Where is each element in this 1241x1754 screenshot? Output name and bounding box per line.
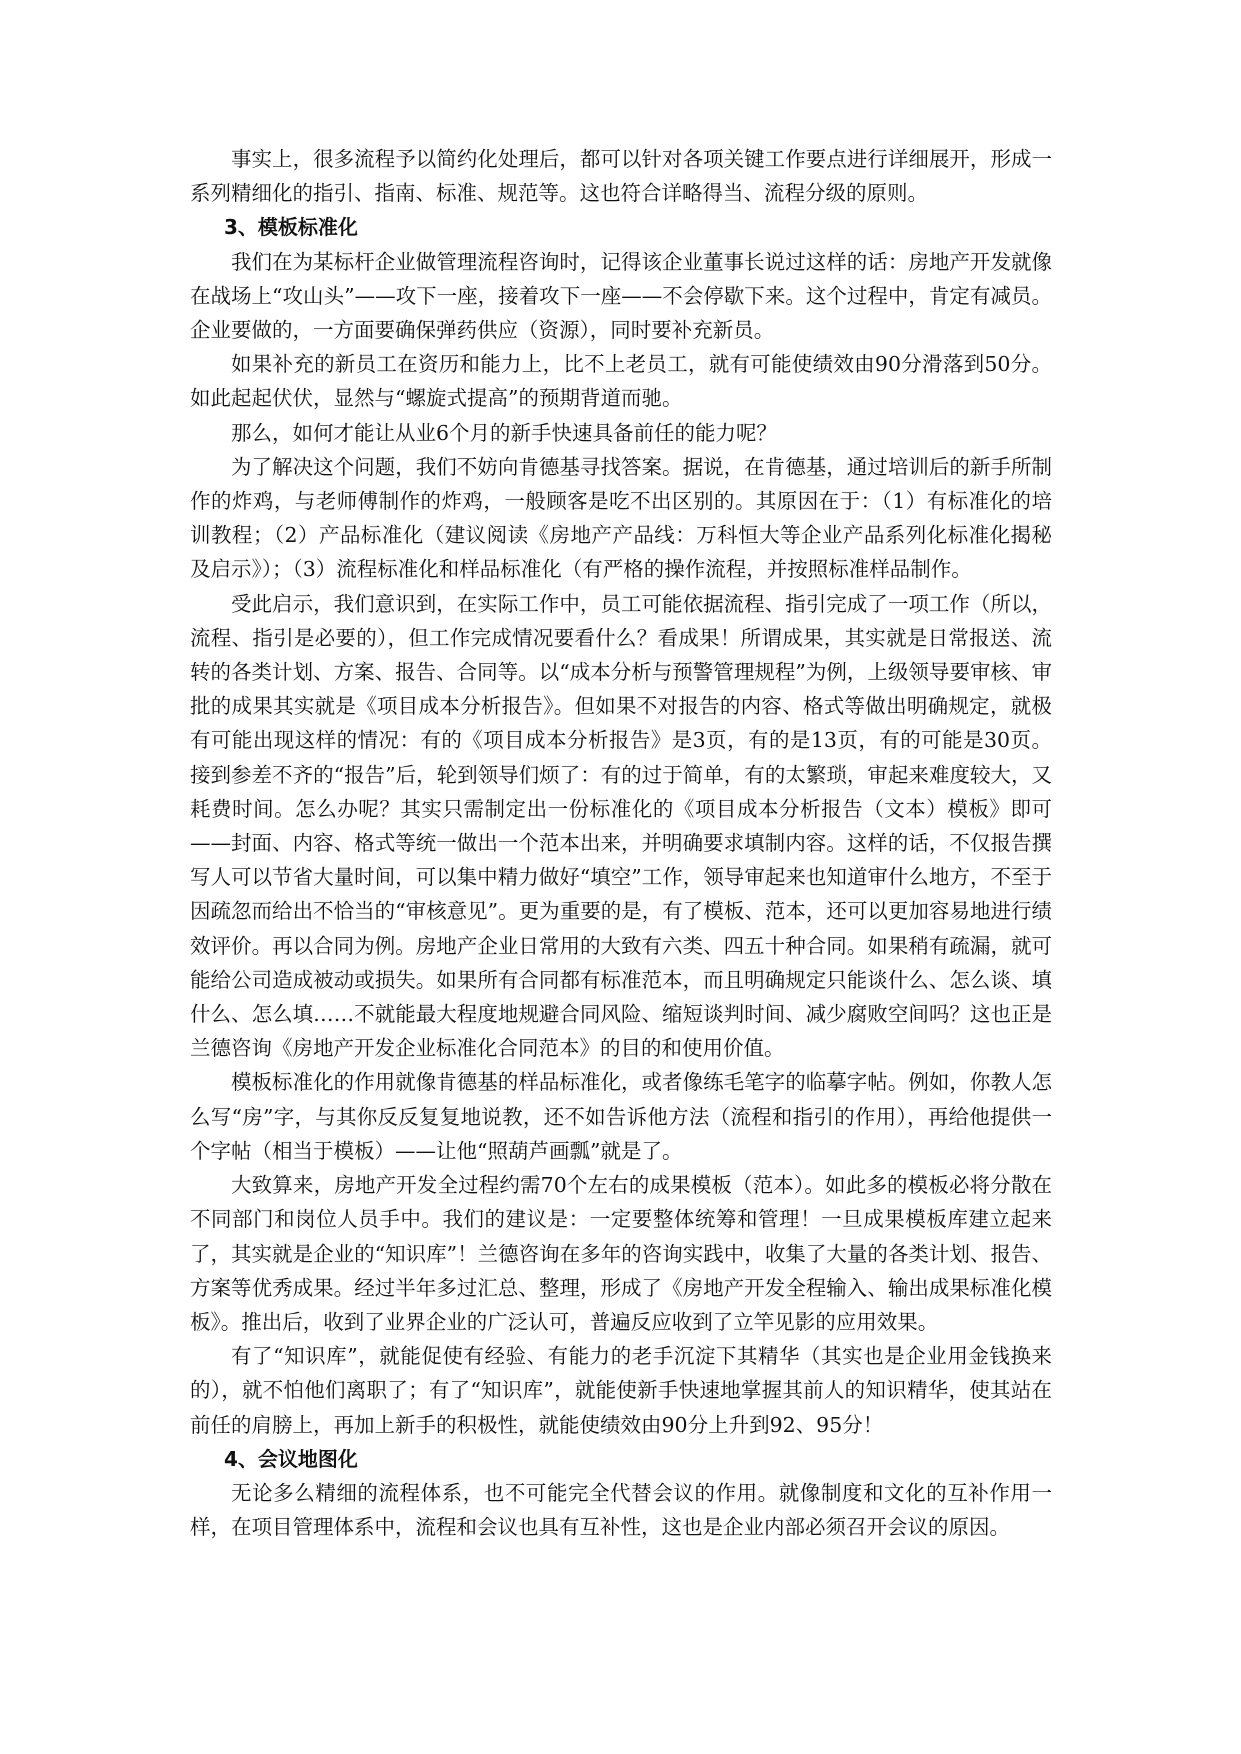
paragraph: 那么，如何才能让从业6个月的新手快速具备前任的能力呢？ [231,420,778,445]
paragraph: 模板标准化的作用就像肯德基的样品标准化，或者像练毛笔字的临摹字帖。例如，你教人怎么写“房”字，与其你反反复复地说教，还不如告诉他方法（流程和指引的作用），再给他提供一个字帖（相当于模板）——让他“照葫芦画瓢”就是了。 [190,1070,1052,1163]
paragraph: 为了解决这个问题，我们不妨向肯德基寻找答案。据说，在肯德基，通过培训后的新手所制作的炸鸡，与老师傅制作的炸鸡，一般顾客是吃不出区别的。其原因在于：（1）有标准化的培训教程；（2）产品标准化（建议阅读《房地产产品线：万科恒大等企业产品系列化标准化揭秘及启示》）；（3）流程标准化和样品标准化（有严格的操作流程，并按照标准样品制作。 [190,454,1052,582]
paragraph: 我们在为某标杆企业做管理流程咨询时，记得该企业董事长说过这样的话：房地产开发就像在战场上“攻山头”——攻下一座，接着攻下一座——不会停歇下来。这个过程中，肯定有减员。企业要做的，一方面要确保弹药供应（资源），同时要补充新员。 [190,249,1052,343]
section-heading-3: 3、模板标准化 [224,215,358,240]
paragraph: 受此启示，我们意识到，在实际工作中，员工可能依据流程、指引完成了一项工作（所以，流程、指引是必要的），但工作完成情况要看什么？看成果！所谓成果，其实就是日常报送、流转的各类计划、方案、报告、合同等。以“成本分析与预警管理规程”为例，上级领导要审核、审批的成果其实就是《项目成本分析报告》。但如果不对报告的内容、格式等做出明确规定，就极有可能出现这样的情况：有的《项目成本分析报告》是3页，有的是13页，有的可能是30页。接到参差不齐的“报告”后，轮到领导们烦了：有的过于简单，有的太繁琐，审起来难度较大，又耗费时间。怎么办呢？其实只需制定出一份标准化的《项目成本分析报告（文本）模板》即可——封面、内容、格式等统一做出一个范本出来，并明确要求填制内容。这样的话，不仅报告撰写人可以节省大量时间，可以集中精力做好“填空”工作，领导审起来也知道审什么地方，不至于因疏忽而给出不恰当的“审核意见”。更为重要的是，有了模板、范本，还可以更加容易地进行绩效评价。再以合同为例。房地产企业日常用的大致有六类、四五十种合同。如果稍有疏漏，就可能给公司造成被动或损失。如果所有合同都有标准范本，而且明确规定只能谈什么、怎么谈、填什么、怎么填……不就能最大程度地规避合同风险、缩短谈判时间、减少腐败空间吗？这也正是兰德咨询《房地产开发企业标准化合同范本》的目的和使用价值。 [190,591,1052,1061]
paragraph: 无论多么精细的流程体系，也不可能完全代替会议的作用。就像制度和文化的互补作用一样，在项目管理体系中，流程和会议也具有互补性，这也是企业内部必须召开会议的原因。 [190,1480,1052,1540]
document-page [190,142,1052,1544]
paragraph: 如果补充的新员工在资历和能力上，比不上老员工，就有可能使绩效由90分滑落到50分。如此起起伏伏，显然与“螺旋式提高”的预期背道而驰。 [190,352,1052,411]
paragraph: 事实上，很多流程予以简约化处理后，都可以针对各项关键工作要点进行详细展开，形成一系列精细化的指引、指南、标准、规范等。这也符合详略得当、流程分级的原则。 [190,147,1052,206]
section-heading-4: 4、会议地图化 [224,1446,358,1471]
paragraph: 大致算来，房地产开发全过程约需70个左右的成果模板（范本）。如此多的模板必将分散在不同部门和岗位人员手中。我们的建议是：一定要整体统筹和管理！一旦成果模板库建立起来了，其实就是企业的“知识库”！兰德咨询在多年的咨询实践中，收集了大量的各类计划、报告、方案等优秀成果。经过半年多过汇总、整理，形成了《房地产开发全程输入、输出成果标准化模板》。推出后，收到了业界企业的广泛认可，普遍反应收到了立竿见影的应用效果。 [190,1173,1052,1334]
paragraph: 有了“知识库”，就能促使有经验、有能力的老手沉淀下其精华（其实也是企业用金钱换来的），就不怕他们离职了；有了“知识库”，就能使新手快速地掌握其前人的知识精华，使其站在前任的肩膀上，再加上新手的积极性，就能使绩效由90分上升到92、95分！ [190,1344,1052,1437]
